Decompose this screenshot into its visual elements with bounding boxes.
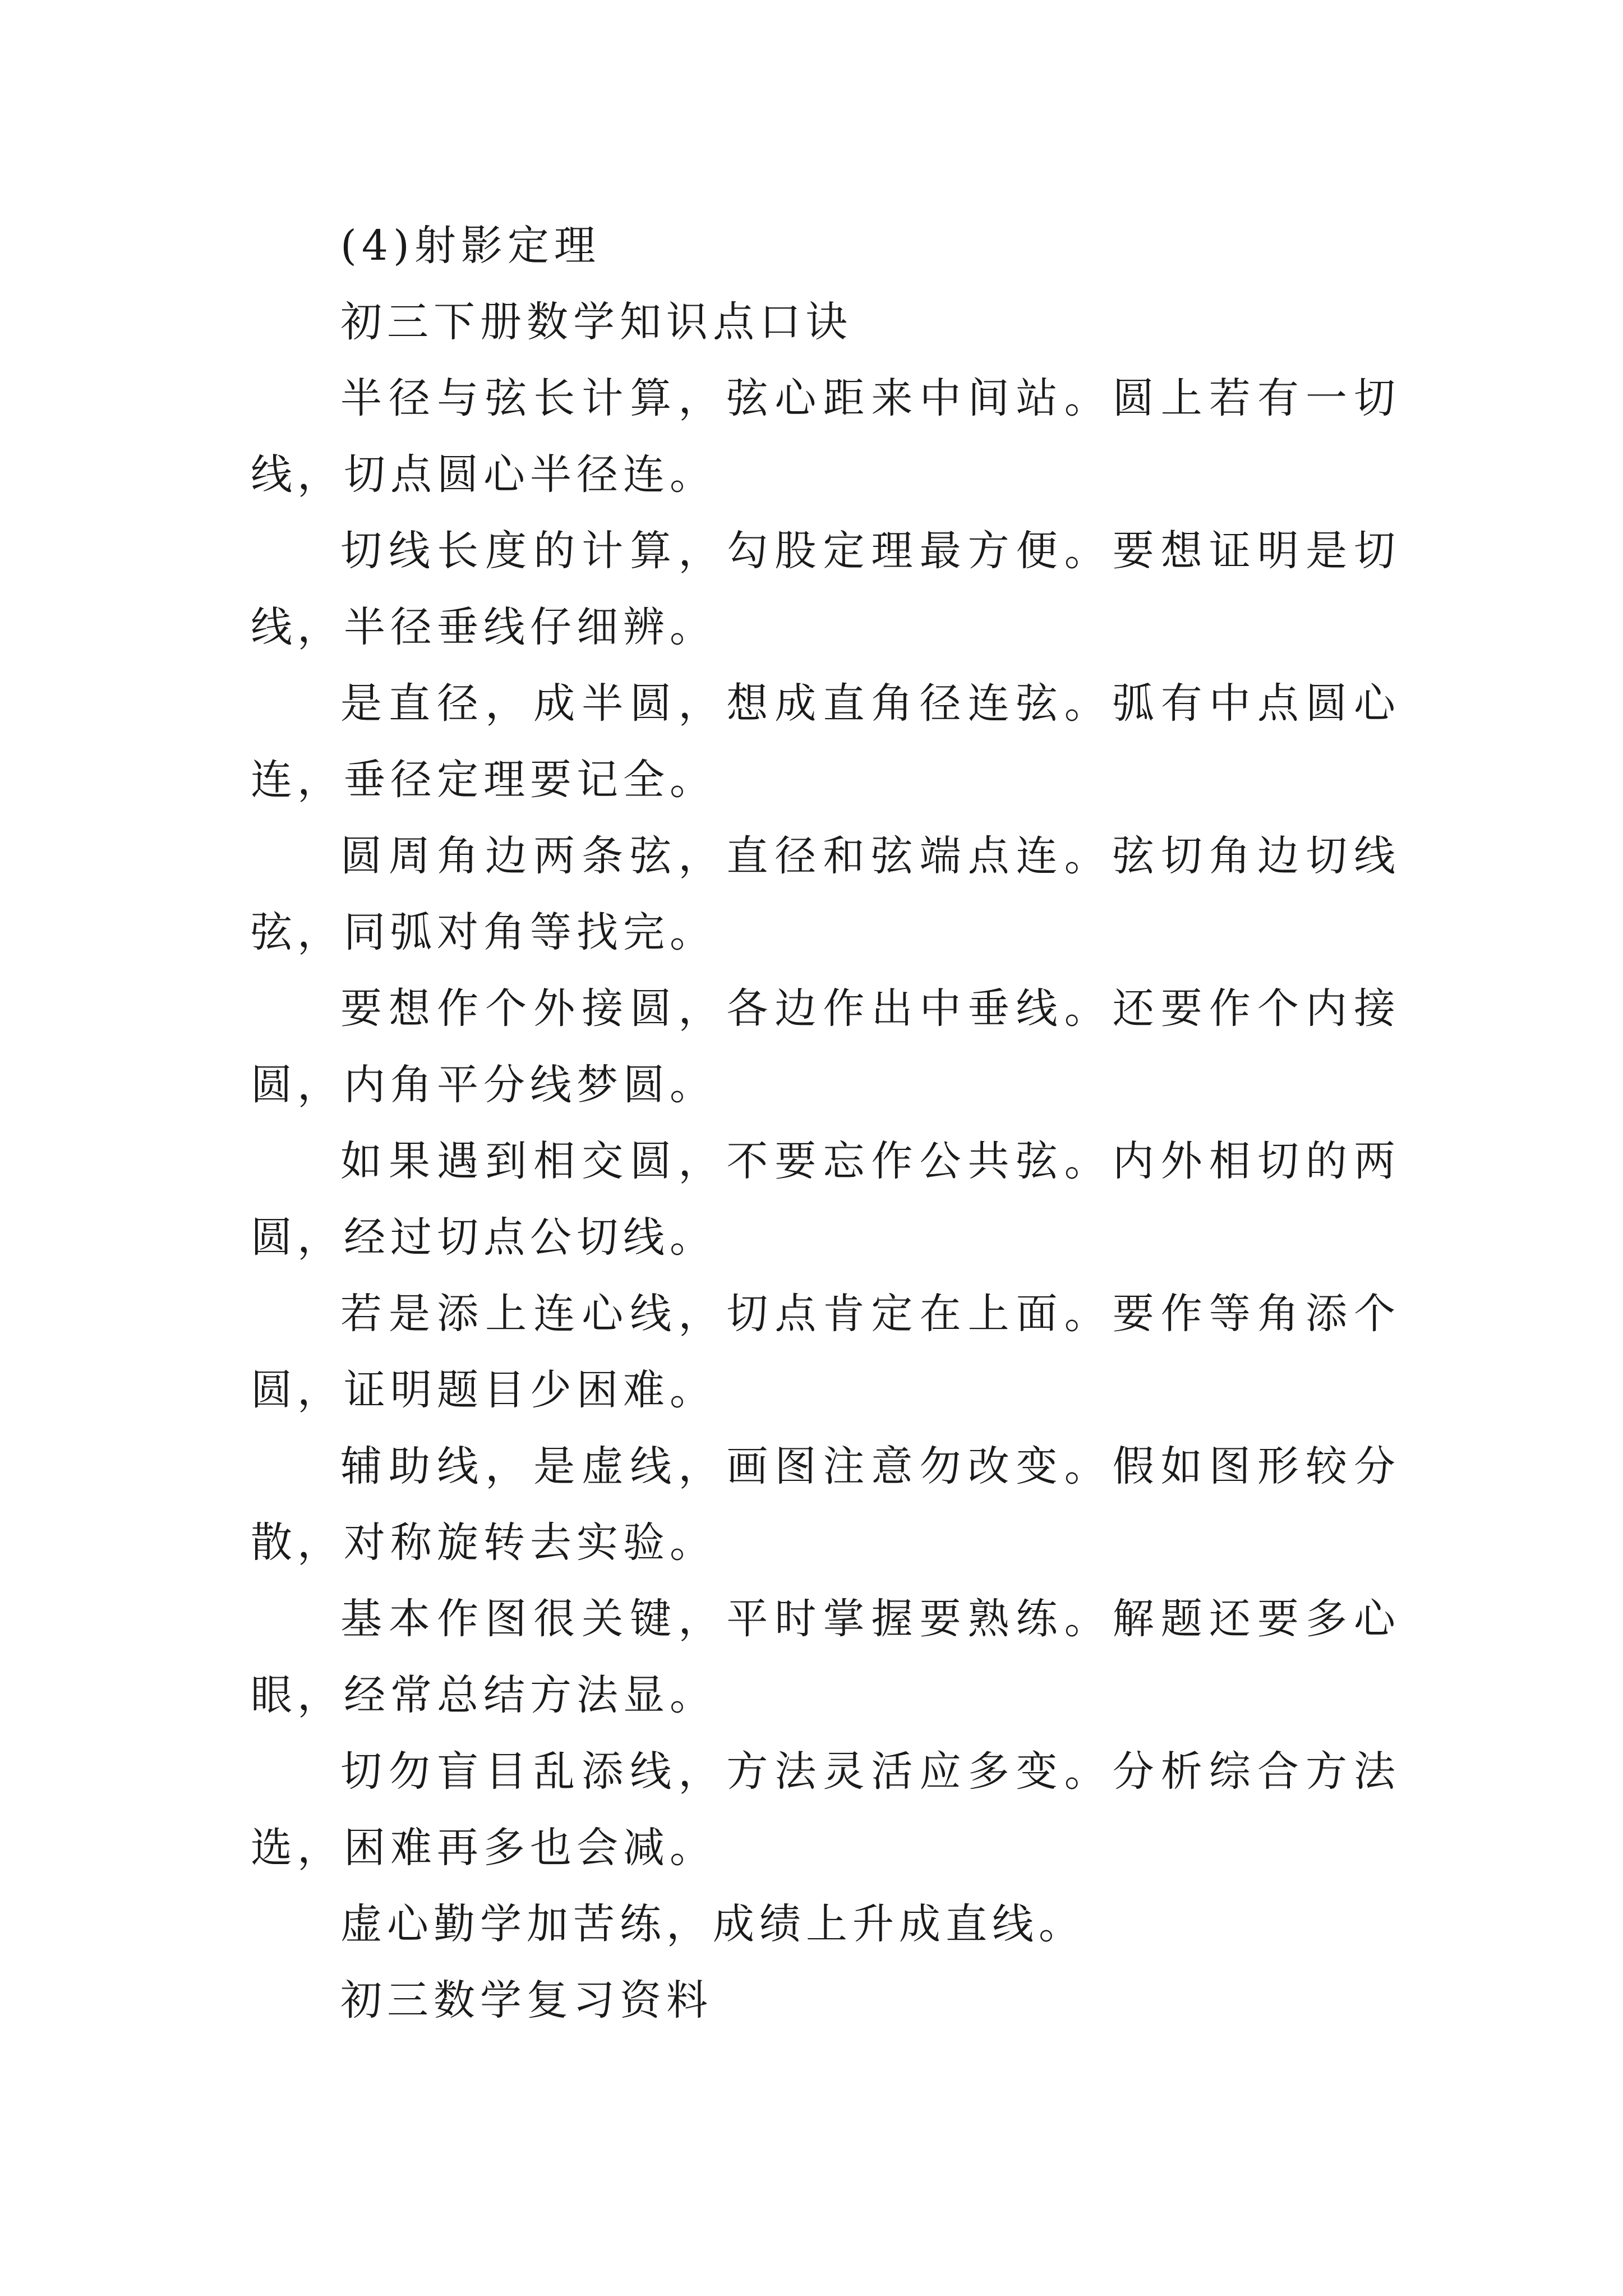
paragraph: 要想作个外接圆，各边作出中垂线。还要作个内接圆，内角平分线梦圆。 xyxy=(251,984,1400,1109)
paragraph: 圆周角边两条弦，直径和弦端点连。弦切角边切线弦，同弧对角等找完。 xyxy=(251,832,1400,956)
paragraph: 虚心勤学加苦练，成绩上升成直线。 xyxy=(340,1900,1085,1948)
section-heading-mnemonics: 初三下册数学知识点口诀 xyxy=(340,298,852,346)
paragraph: 切线长度的计算，勾股定理最方便。要想证明是切线，半径垂线仔细辨。 xyxy=(251,527,1400,651)
paragraph: 基本作图很关键，平时掌握要熟练。解题还要多心眼，经常总结方法显。 xyxy=(251,1595,1400,1719)
section-heading-projection-theorem: (4)射影定理 xyxy=(340,222,601,270)
paragraph: 辅助线，是虚线，画图注意勿改变。假如图形较分散，对称旋转去实验。 xyxy=(251,1442,1400,1567)
paragraph: 切勿盲目乱添线，方法灵活应多变。分析综合方法选，困难再多也会减。 xyxy=(251,1747,1400,1872)
paragraph: 若是添上连心线，切点肯定在上面。要作等角添个圆，证明题目少困难。 xyxy=(251,1290,1400,1414)
document-body xyxy=(251,208,1400,2039)
paragraph: 是直径，成半圆，想成直角径连弦。弧有中点圆心连，垂径定理要记全。 xyxy=(251,679,1400,804)
section-heading-review-materials: 初三数学复习资料 xyxy=(340,1976,713,2024)
paragraph: 如果遇到相交圆，不要忘作公共弦。内外相切的两圆，经过切点公切线。 xyxy=(251,1137,1400,1262)
paragraph: 半径与弦长计算，弦心距来中间站。圆上若有一切线，切点圆心半径连。 xyxy=(251,374,1400,499)
